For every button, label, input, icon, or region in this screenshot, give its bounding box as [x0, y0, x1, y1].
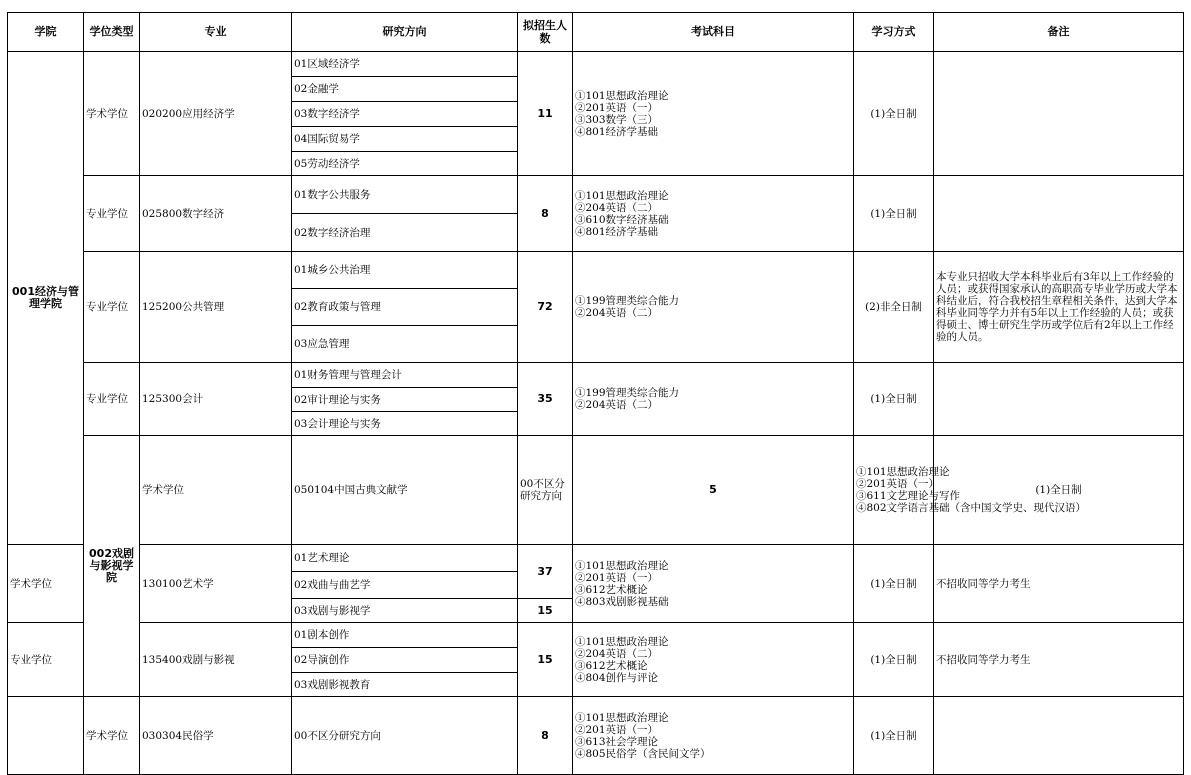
subject-line: ①101思想政治理论 — [575, 711, 669, 724]
direction-cell: 01数字公共服务 — [292, 176, 518, 214]
subject-line: ①101思想政治理论 — [575, 635, 669, 648]
header-direction: 研究方向 — [292, 13, 518, 52]
study-mode-cell: (2)非全日制 — [854, 252, 934, 363]
quota-cell: 15 — [518, 599, 573, 623]
study-mode-cell: (1)全日制 — [854, 176, 934, 252]
major-cell: 050104中国古典文献学 — [292, 436, 518, 545]
table-row — [8, 363, 1184, 388]
degree-type-cell: 学术学位 — [84, 52, 140, 176]
quota-cell: 11 — [518, 52, 573, 176]
subjects-cell — [573, 363, 854, 436]
subject-line: ④802文学语言基础（含中国文学史、现代汉语） — [856, 502, 1087, 514]
subject-line: ③613社会学理论 — [575, 735, 659, 748]
remark-cell: 不招收同等学力考生 — [934, 623, 1184, 697]
degree-type-cell: 学术学位 — [8, 545, 84, 623]
direction-cell: 02戏曲与曲艺学 — [292, 572, 518, 599]
header-major: 专业 — [140, 13, 292, 52]
remark-cell — [934, 176, 1184, 252]
quota-cell: 8 — [518, 697, 573, 775]
subject-line: ①199管理类综合能力 — [575, 387, 680, 399]
subject-line: ④803戏剧影视基础 — [575, 595, 669, 608]
degree-type-cell: 专业学位 — [84, 176, 140, 252]
table-row — [8, 436, 1184, 545]
degree-type-cell: 学术学位 — [84, 697, 140, 775]
subject-line: ③612艺术概论 — [575, 583, 648, 596]
subject-line: ①101思想政治理论 — [856, 466, 950, 478]
table-row — [8, 697, 1184, 775]
direction-cell: 00不区分研究方向 — [518, 436, 573, 545]
subjects-cell — [573, 176, 854, 252]
direction-cell: 01艺术理论 — [292, 545, 518, 572]
direction-cell: 03戏剧与影视学 — [292, 599, 518, 623]
major-cell: 125300会计 — [140, 363, 292, 436]
direction-cell: 03会计理论与实务 — [292, 412, 518, 436]
direction-cell: 02数字经济治理 — [292, 214, 518, 252]
degree-type-cell: 专业学位 — [84, 252, 140, 363]
direction-cell: 02审计理论与实务 — [292, 388, 518, 412]
subjects-cell — [573, 697, 854, 775]
subject-line: ①199管理类综合能力 — [575, 295, 680, 307]
direction-cell: 01财务管理与管理会计 — [292, 363, 518, 388]
major-cell: 025800数字经济 — [140, 176, 292, 252]
quota-cell: 8 — [518, 176, 573, 252]
direction-cell: 04国际贸易学 — [292, 127, 518, 152]
subject-line: ②201英语（一） — [575, 571, 659, 584]
college-cell: 001经济与管理学院 — [8, 52, 84, 545]
subject-line: ②204英语（二） — [575, 201, 659, 214]
direction-cell: 02金融学 — [292, 77, 518, 102]
direction-cell: 01城乡公共治理 — [292, 252, 518, 289]
header-study-mode: 学习方式 — [854, 13, 934, 52]
major-cell: 030304民俗学 — [140, 697, 292, 775]
header-quota: 拟招生人数 — [518, 13, 573, 52]
subjects-cell — [573, 623, 854, 697]
major-cell: 020200应用经济学 — [140, 52, 292, 176]
admissions-table — [7, 12, 1184, 775]
direction-cell: 02教育政策与管理 — [292, 289, 518, 326]
header-subjects: 考试科目 — [573, 13, 854, 52]
subject-line: ④804创作与评论 — [575, 671, 659, 684]
direction-cell: 02导演创作 — [292, 648, 518, 673]
remark-cell: 本专业只招收大学本科毕业后有3年以上工作经验的人员；或获得国家承认的高职高专毕业学历或大学本科结业后，符合我校招生章程相关条件，达到大学本科毕业同等学力并有5年以上工作经验的人员；或获得硕士、博士研究生学历或学位后有2年以上工作经验的人员。 — [934, 252, 1184, 363]
major-cell: 125200公共管理 — [140, 252, 292, 363]
subject-line: ②204英语（二） — [575, 307, 659, 319]
direction-cell: 05劳动经济学 — [292, 152, 518, 176]
direction-cell: 03数字经济学 — [292, 102, 518, 127]
subject-line: ②201英语（一） — [575, 723, 659, 736]
quota-cell: 15 — [518, 623, 573, 697]
table-row — [8, 623, 1184, 648]
direction-cell: 01剧本创作 — [292, 623, 518, 648]
quota-cell: 37 — [518, 545, 573, 599]
remark-cell — [934, 52, 1184, 176]
subject-line: ②204英语（二） — [575, 399, 659, 411]
subject-line: ①101思想政治理论 — [575, 559, 669, 572]
subject-line: ②201英语（一） — [856, 478, 940, 490]
remark-cell — [934, 363, 1184, 436]
major-cell: 130100艺术学 — [140, 545, 292, 623]
subject-line: ①101思想政治理论 — [575, 89, 669, 102]
subjects-cell — [573, 545, 854, 623]
quota-cell: 35 — [518, 363, 573, 436]
remark-cell: 不招收同等学力考生 — [934, 545, 1184, 623]
degree-type-cell: 专业学位 — [84, 363, 140, 436]
subject-line: ①101思想政治理论 — [575, 189, 669, 202]
table-row — [8, 176, 1184, 214]
direction-cell: 03应急管理 — [292, 326, 518, 363]
subject-line: ③611文艺理论与写作 — [856, 490, 961, 502]
study-mode-cell: (1)全日制 — [854, 545, 934, 623]
subject-line: ③303数学（三） — [575, 113, 659, 126]
study-mode-cell: (1)全日制 — [854, 52, 934, 176]
subject-line: ④801经济学基础 — [575, 225, 659, 238]
direction-cell: 00不区分研究方向 — [292, 697, 518, 775]
degree-type-cell: 学术学位 — [140, 436, 292, 545]
subjects-cell — [573, 252, 854, 363]
table-row — [8, 52, 1184, 77]
subject-line: ④805民俗学（含民间文学） — [575, 747, 711, 760]
remark-cell — [934, 697, 1184, 775]
table-row — [8, 545, 1184, 572]
subject-line: ④801经济学基础 — [575, 125, 659, 138]
subject-line: ②204英语（二） — [575, 647, 659, 660]
direction-cell: 03戏剧影视教育 — [292, 673, 518, 697]
subjects-cell — [573, 52, 854, 176]
study-mode-cell: (1)全日制 — [854, 623, 934, 697]
study-mode-cell: (1)全日制 — [854, 363, 934, 436]
table-row — [8, 252, 1184, 289]
study-mode-cell: (1)全日制 — [934, 436, 1184, 545]
study-mode-cell: (1)全日制 — [854, 697, 934, 775]
subject-line: ③610数字经济基础 — [575, 213, 669, 226]
header-remarks: 备注 — [934, 13, 1184, 52]
header-degree-type: 学位类型 — [84, 13, 140, 52]
quota-cell: 5 — [573, 436, 854, 545]
college-cell: 002戏剧与影视学院 — [84, 436, 140, 697]
major-cell: 135400戏剧与影视 — [140, 623, 292, 697]
direction-cell: 01区域经济学 — [292, 52, 518, 77]
college-cell — [8, 697, 84, 775]
subject-line: ③612艺术概论 — [575, 659, 648, 672]
subject-line: ②201英语（一） — [575, 101, 659, 114]
header-row — [8, 13, 1184, 52]
degree-type-cell: 专业学位 — [8, 623, 84, 697]
header-college: 学院 — [8, 13, 84, 52]
quota-cell: 72 — [518, 252, 573, 363]
